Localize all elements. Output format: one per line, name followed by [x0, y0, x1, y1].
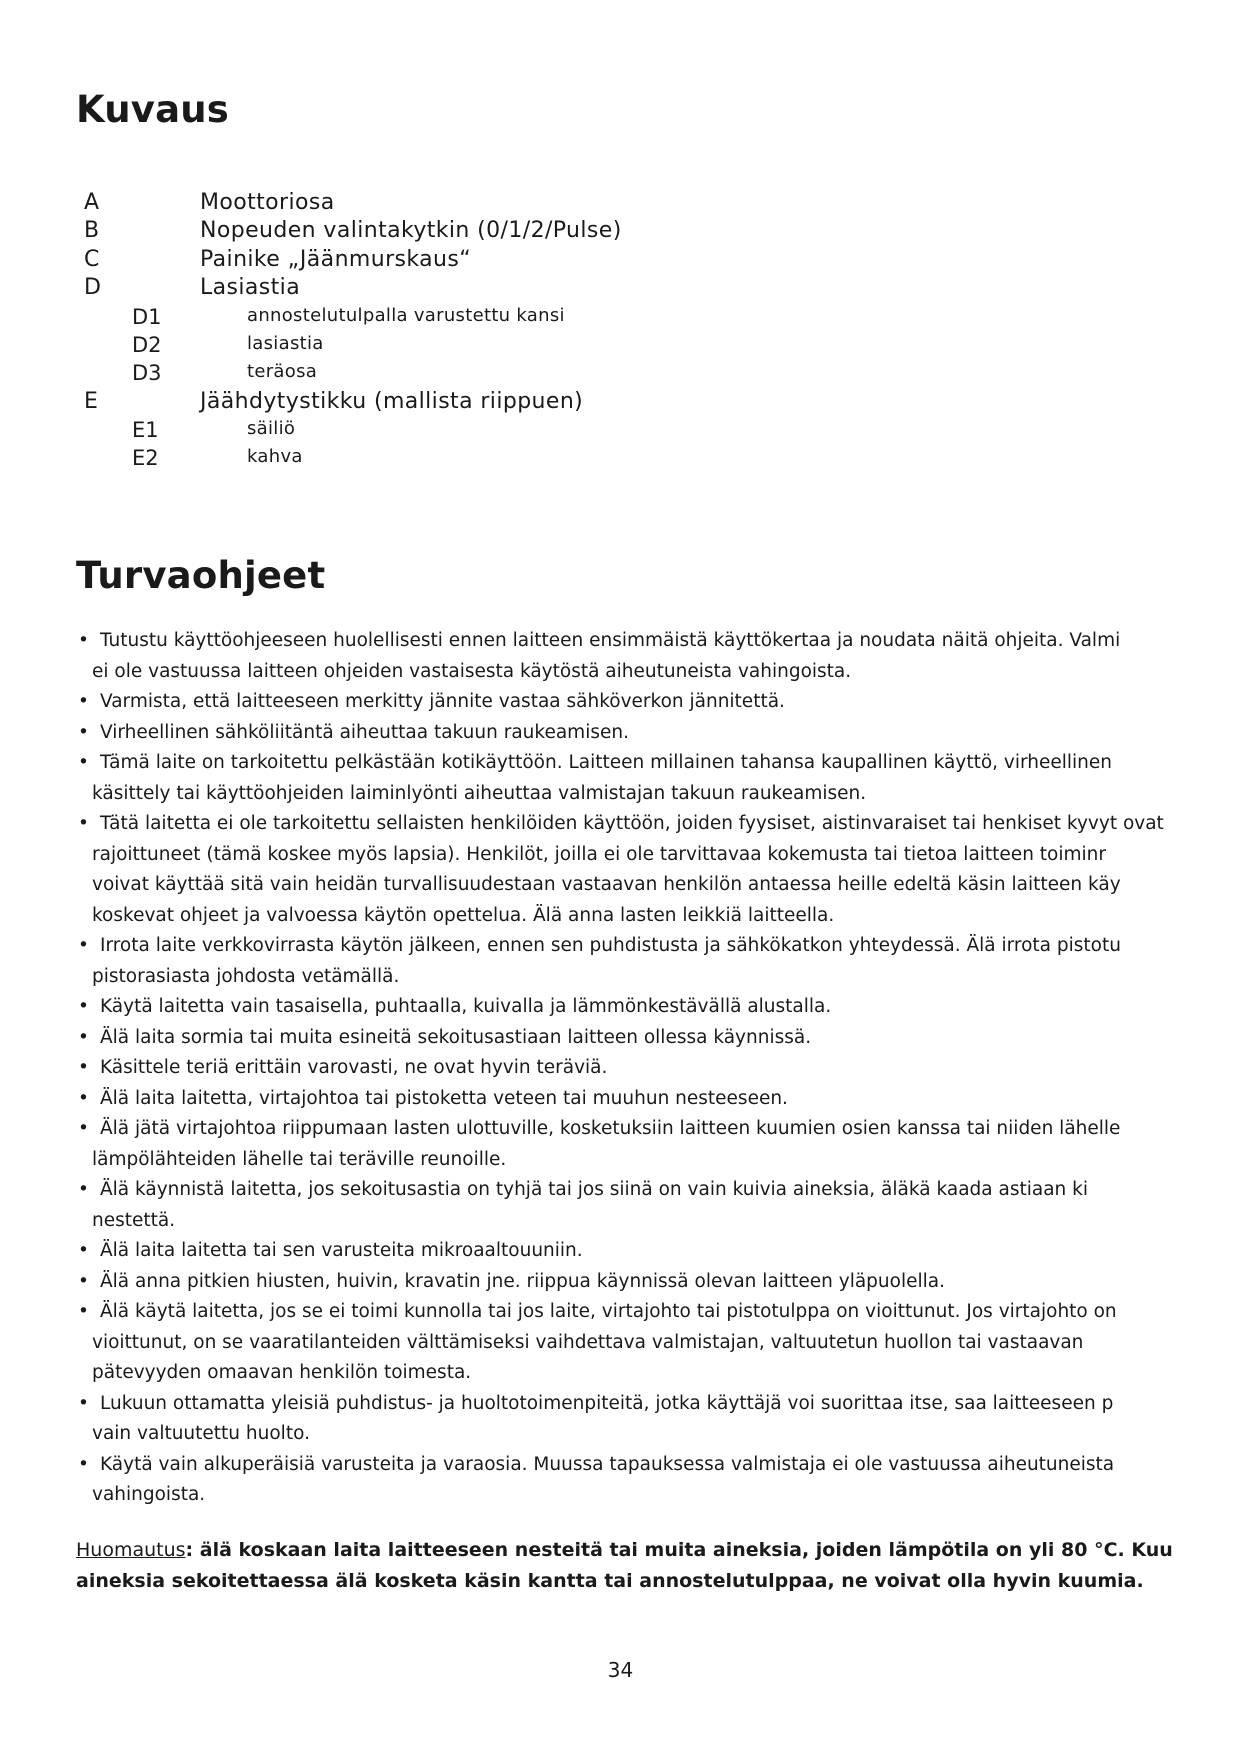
section-title-turvaohjeet: Turvaohjeet	[76, 554, 326, 597]
safety-item-line: lämpölähteiden lähelle tai teräville reunoille.	[92, 1148, 507, 1170]
safety-item-line: käsittely tai käyttöohjeiden laiminlyönti aiheuttaa valmistajan takuun raukeamisen.	[92, 782, 867, 804]
note-label: Huomautus	[76, 1539, 186, 1561]
part-description: kahva	[247, 446, 303, 467]
safety-item-line: Irrota laite verkkovirrasta käytön jälkeen, ennen sen puhdistusta ja sähkökatkon yhteydessä. Älä irrota pistotu	[100, 935, 1121, 956]
safety-item	[76, 1023, 1196, 1054]
safety-item-line: Älä anna pitkien hiusten, huivin, kravatin jne. riippua käynnissä olevan laitteen yläpuolella.	[100, 1270, 945, 1292]
bullet-icon: •	[78, 1026, 89, 1048]
part-description: teräosa	[247, 361, 318, 382]
part-letter: B	[84, 218, 100, 243]
safety-item	[76, 931, 1196, 992]
safety-item	[76, 1175, 1196, 1236]
bullet-icon: •	[78, 996, 89, 1017]
part-description: Moottoriosa	[200, 190, 335, 215]
safety-item	[76, 809, 1196, 931]
safety-item-line: Älä laita laitetta tai sen varusteita mikroaaltouuniin.	[100, 1240, 583, 1261]
safety-instructions-list	[76, 626, 1196, 1511]
safety-item-line: Älä käytä laitetta, jos se ei toimi kunnolla tai jos laite, virtajohto tai pistotulppa on vioittunut. Jos virtajohto on	[100, 1301, 1117, 1322]
safety-item-line: Älä käynnistä laitetta, jos sekoitusastia on tyhjä tai jos siinä on vain kuivia aineksia, äläkä kaada astiaan ki	[100, 1179, 1088, 1200]
bullet-icon: •	[78, 752, 89, 773]
safety-item-line: Älä laita sormia tai muita esineitä sekoitusastiaan laitteen ollessa käynnissä.	[100, 1026, 812, 1048]
part-description: Nopeuden valintakytkin (0/1/2/Pulse)	[200, 218, 622, 243]
part-letter: E	[84, 389, 98, 414]
safety-item	[76, 626, 1196, 687]
note-text-line2: aineksia sekoitettaessa älä kosketa käsin kantta tai annostelutulppaa, ne voivat olla hyvin kuumia.	[76, 1570, 1144, 1592]
bullet-icon: •	[78, 1453, 89, 1475]
part-description: Lasiastia	[200, 275, 301, 300]
bullet-icon: •	[78, 1392, 89, 1414]
part-description: Jäähdytystikku (mallista riippuen)	[200, 389, 584, 414]
safety-item	[76, 1084, 1196, 1115]
note	[76, 1535, 1196, 1597]
part-letter: D1	[132, 305, 162, 329]
safety-item-line: Virheellinen sähköliitäntä aiheuttaa takuun raukeamisen.	[100, 721, 629, 743]
bullet-icon: •	[78, 1270, 89, 1292]
safety-item	[76, 1389, 1196, 1450]
safety-item	[76, 1114, 1196, 1175]
bullet-icon: •	[78, 1179, 89, 1200]
safety-item-line: Tutustu käyttöohjeeseen huolellisesti ennen laitteen ensimmäistä käyttökertaa ja noudata näitä ohjeita. Valmi	[100, 630, 1121, 651]
safety-item-line: ei ole vastuussa laitteen ohjeiden vastaisesta käytöstä aiheutuneista vahingoista.	[92, 660, 852, 682]
part-letter: C	[84, 247, 100, 272]
bullet-icon: •	[78, 721, 89, 743]
safety-item	[76, 1267, 1196, 1298]
bullet-icon: •	[78, 1301, 89, 1322]
bullet-icon: •	[78, 935, 89, 956]
safety-item-line: rajoittuneet (tämä koskee myös lapsia). Henkilöt, joilla ei ole tarvittavaa kokemusta tai tietoa laitteen toiminr	[92, 843, 1107, 865]
safety-item-line: Älä laita laitetta, virtajohtoa tai pistoketta veteen tai muuhun nesteeseen.	[100, 1087, 788, 1109]
safety-item-line: koskevat ohjeet ja valvoessa käytön opettelua. Älä anna lasten leikkiä laitteella.	[92, 904, 835, 926]
safety-item-line: Varmista, että laitteeseen merkitty jännite vastaa sähköverkon jännitettä.	[100, 691, 785, 712]
safety-item-line: Käsittele teriä erittäin varovasti, ne ovat hyvin teräviä.	[100, 1057, 608, 1078]
section-title-kuvaus: Kuvaus	[76, 88, 230, 131]
bullet-icon: •	[78, 813, 89, 834]
safety-item-line: pistorasiasta johdosta vetämällä.	[92, 965, 400, 987]
safety-item-line: Tätä laitetta ei ole tarkoitettu sellaisten henkilöiden käyttöön, joiden fyysiset, aistinvaraiset tai henkiset kyvyt ovat	[100, 813, 1164, 834]
safety-item	[76, 1297, 1196, 1389]
safety-item	[76, 687, 1196, 718]
safety-item-line: Käytä vain alkuperäisiä varusteita ja varaosia. Muussa tapauksessa valmistaja ei ole vastuussa aiheutuneista	[100, 1453, 1115, 1475]
part-letter: E2	[132, 446, 159, 470]
safety-item-line: Älä jätä virtajohtoa riippumaan lasten ulottuville, kosketuksiin laitteen kuumien osien kanssa tai niiden lähelle	[100, 1118, 1121, 1139]
safety-item	[76, 1053, 1196, 1084]
part-description: lasiastia	[247, 333, 324, 354]
safety-item	[76, 718, 1196, 749]
part-letter: D3	[132, 361, 162, 385]
part-description: säiliö	[247, 418, 296, 439]
bullet-icon: •	[78, 691, 89, 712]
part-description: Painike „Jäänmurskaus“	[200, 247, 472, 272]
safety-item	[76, 1236, 1196, 1267]
safety-item-line: Tämä laite on tarkoitettu pelkästään kotikäyttöön. Laitteen millainen tahansa kaupallinen käyttö, virheellinen	[100, 752, 1113, 773]
safety-item	[76, 748, 1196, 809]
bullet-icon: •	[78, 1057, 89, 1078]
part-letter: E1	[132, 418, 159, 442]
page-number: 34	[607, 1658, 634, 1682]
part-letter: D	[84, 275, 101, 300]
safety-item-line: pätevyyden omaavan henkilön toimesta.	[92, 1362, 472, 1383]
bullet-icon: •	[78, 1240, 89, 1261]
safety-item-line: Lukuun ottamatta yleisiä puhdistus- ja huoltotoimenpiteitä, jotka käyttäjä voi suorittaa itse, saa laitteeseen p	[100, 1392, 1114, 1414]
safety-item-line: nestettä.	[92, 1209, 176, 1231]
safety-item-line: voivat käyttää sitä vain heidän turvallisuudestaan vastaavan henkilön antaessa heille edeltä käsin laitteen käy	[92, 874, 1121, 895]
safety-item-line: vain valtuutettu huolto.	[92, 1423, 310, 1444]
bullet-icon: •	[78, 630, 89, 651]
bullet-icon: •	[78, 1087, 89, 1109]
safety-item-line: vahingoista.	[92, 1484, 206, 1505]
part-description: annostelutulpalla varustettu kansi	[247, 305, 565, 326]
safety-item	[76, 1450, 1196, 1511]
safety-item-line: vioittunut, on se vaaratilanteiden välttämiseksi vaihdettava valmistajan, valtuutetun huollon tai vastaavan	[92, 1331, 1084, 1353]
safety-item	[76, 992, 1196, 1023]
part-letter: A	[84, 190, 100, 215]
safety-item-line: Käytä laitetta vain tasaisella, puhtaalla, kuivalla ja lämmönkestävällä alustalla.	[100, 996, 832, 1017]
part-letter: D2	[132, 333, 162, 357]
bullet-icon: •	[78, 1118, 89, 1139]
note-text-line1: : älä koskaan laita laitteeseen nesteitä tai muita aineksia, joiden lämpötila on yli 80 °C. Kuu	[185, 1539, 1173, 1561]
